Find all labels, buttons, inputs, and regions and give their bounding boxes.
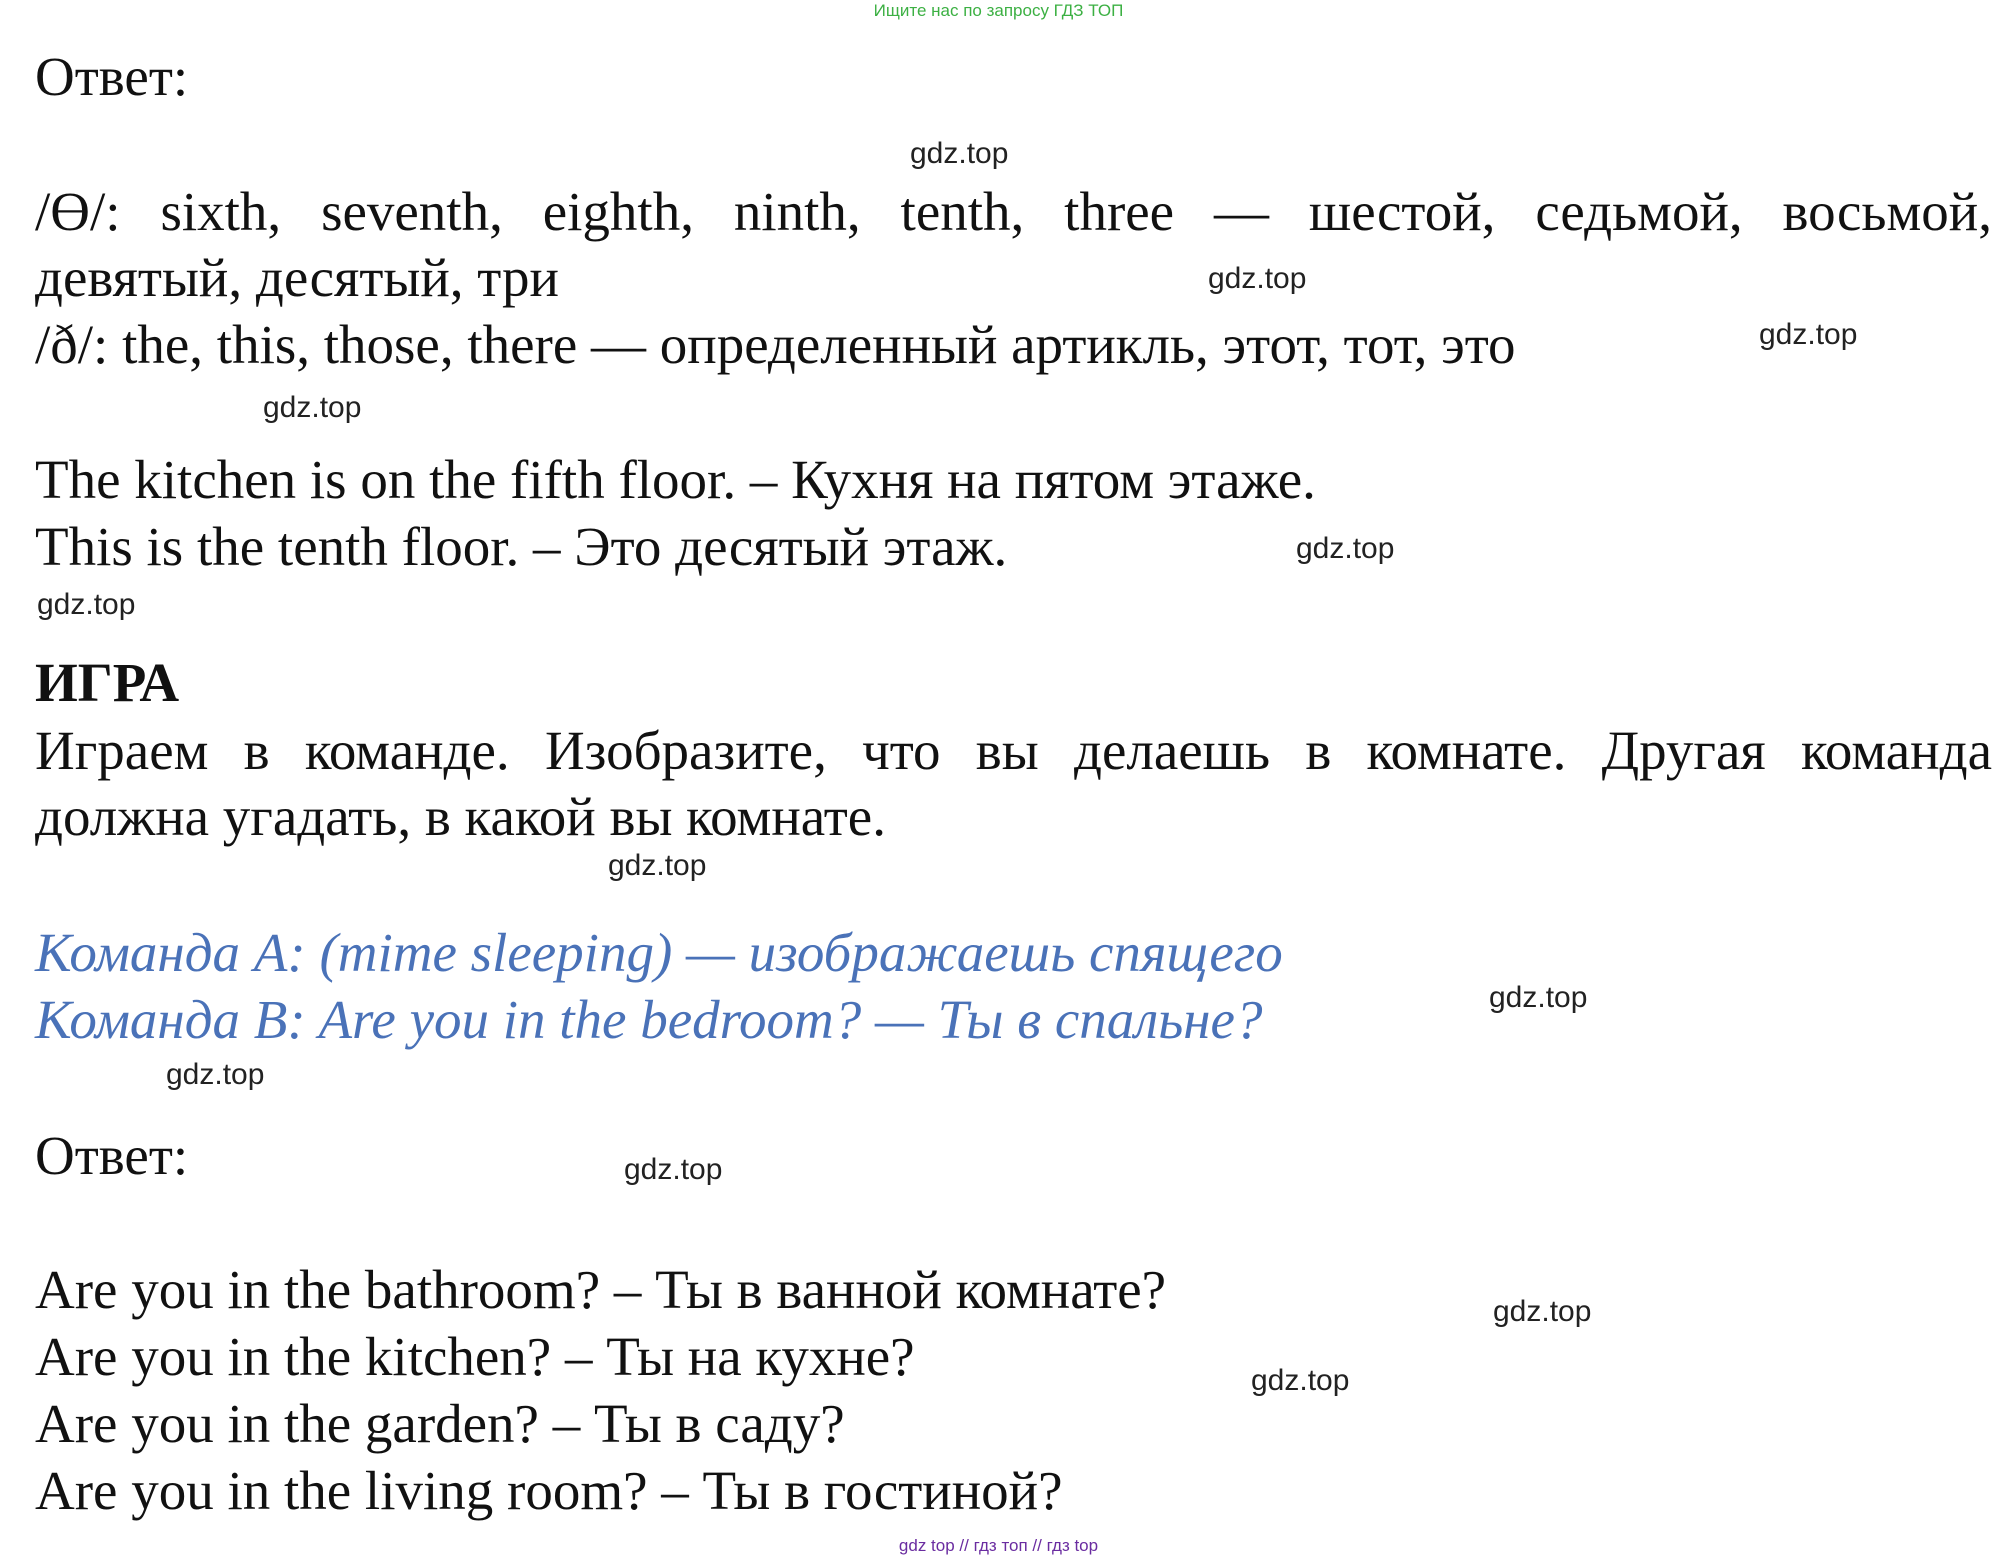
watermark: gdz.top <box>166 1058 265 1091</box>
theta-line-1: /Ɵ/: sixth, seventh, eighth, ninth, tenth, three — шестой, седьмой, восьмой, <box>35 181 1992 242</box>
answer-line-garden: Are you in the garden? – Ты в саду? <box>35 1393 845 1454</box>
game-instruction-line-2: должна угадать, в какой вы комнате. <box>35 786 886 847</box>
answer-line-living-room: Are you in the living room? – Ты в гостиной? <box>35 1460 1063 1521</box>
watermark: gdz.top <box>263 391 362 424</box>
watermark: gdz.top <box>1489 981 1588 1014</box>
watermark: gdz.top <box>1759 318 1858 351</box>
team-a-line: Команда A: (mime sleeping) — изображаешь спящего <box>35 922 1283 983</box>
eth-line: /ð/: the, this, those, there — определенный артикль, этот, тот, это <box>35 314 1516 375</box>
example-sentence-2: This is the tenth floor. – Это десятый этаж. <box>35 516 1008 577</box>
answer-label-2: Ответ: <box>35 1125 189 1186</box>
watermark: gdz.top <box>1251 1364 1350 1397</box>
watermark: gdz.top <box>624 1153 723 1186</box>
example-sentence-1: The kitchen is on the fifth floor. – Кухня на пятом этаже. <box>35 449 1316 510</box>
watermark: gdz.top <box>608 849 707 882</box>
answer-label-1: Ответ: <box>35 46 189 107</box>
game-heading: ИГРА <box>35 652 180 713</box>
watermark: gdz.top <box>37 588 136 621</box>
watermark: gdz.top <box>1296 532 1395 565</box>
answer-line-bathroom: Are you in the bathroom? – Ты в ванной комнате? <box>35 1259 1167 1320</box>
bottom-banner: gdz top // гдз топ // гдз top <box>898 1536 1099 1555</box>
watermark: gdz.top <box>1208 262 1307 295</box>
game-instruction-line-1: Играем в команде. Изобразите, что вы делаешь в комнате. Другая команда <box>35 720 1992 781</box>
answer-line-kitchen: Are you in the kitchen? – Ты на кухне? <box>35 1326 915 1387</box>
top-banner: Ищите нас по запросу ГДЗ ТОП <box>873 1 1124 20</box>
team-b-line: Команда B: Are you in the bedroom? — Ты в спальне? <box>35 989 1263 1050</box>
watermark: gdz.top <box>910 137 1009 170</box>
watermark: gdz.top <box>1493 1295 1592 1328</box>
theta-line-2: девятый, десятый, три <box>35 247 559 308</box>
